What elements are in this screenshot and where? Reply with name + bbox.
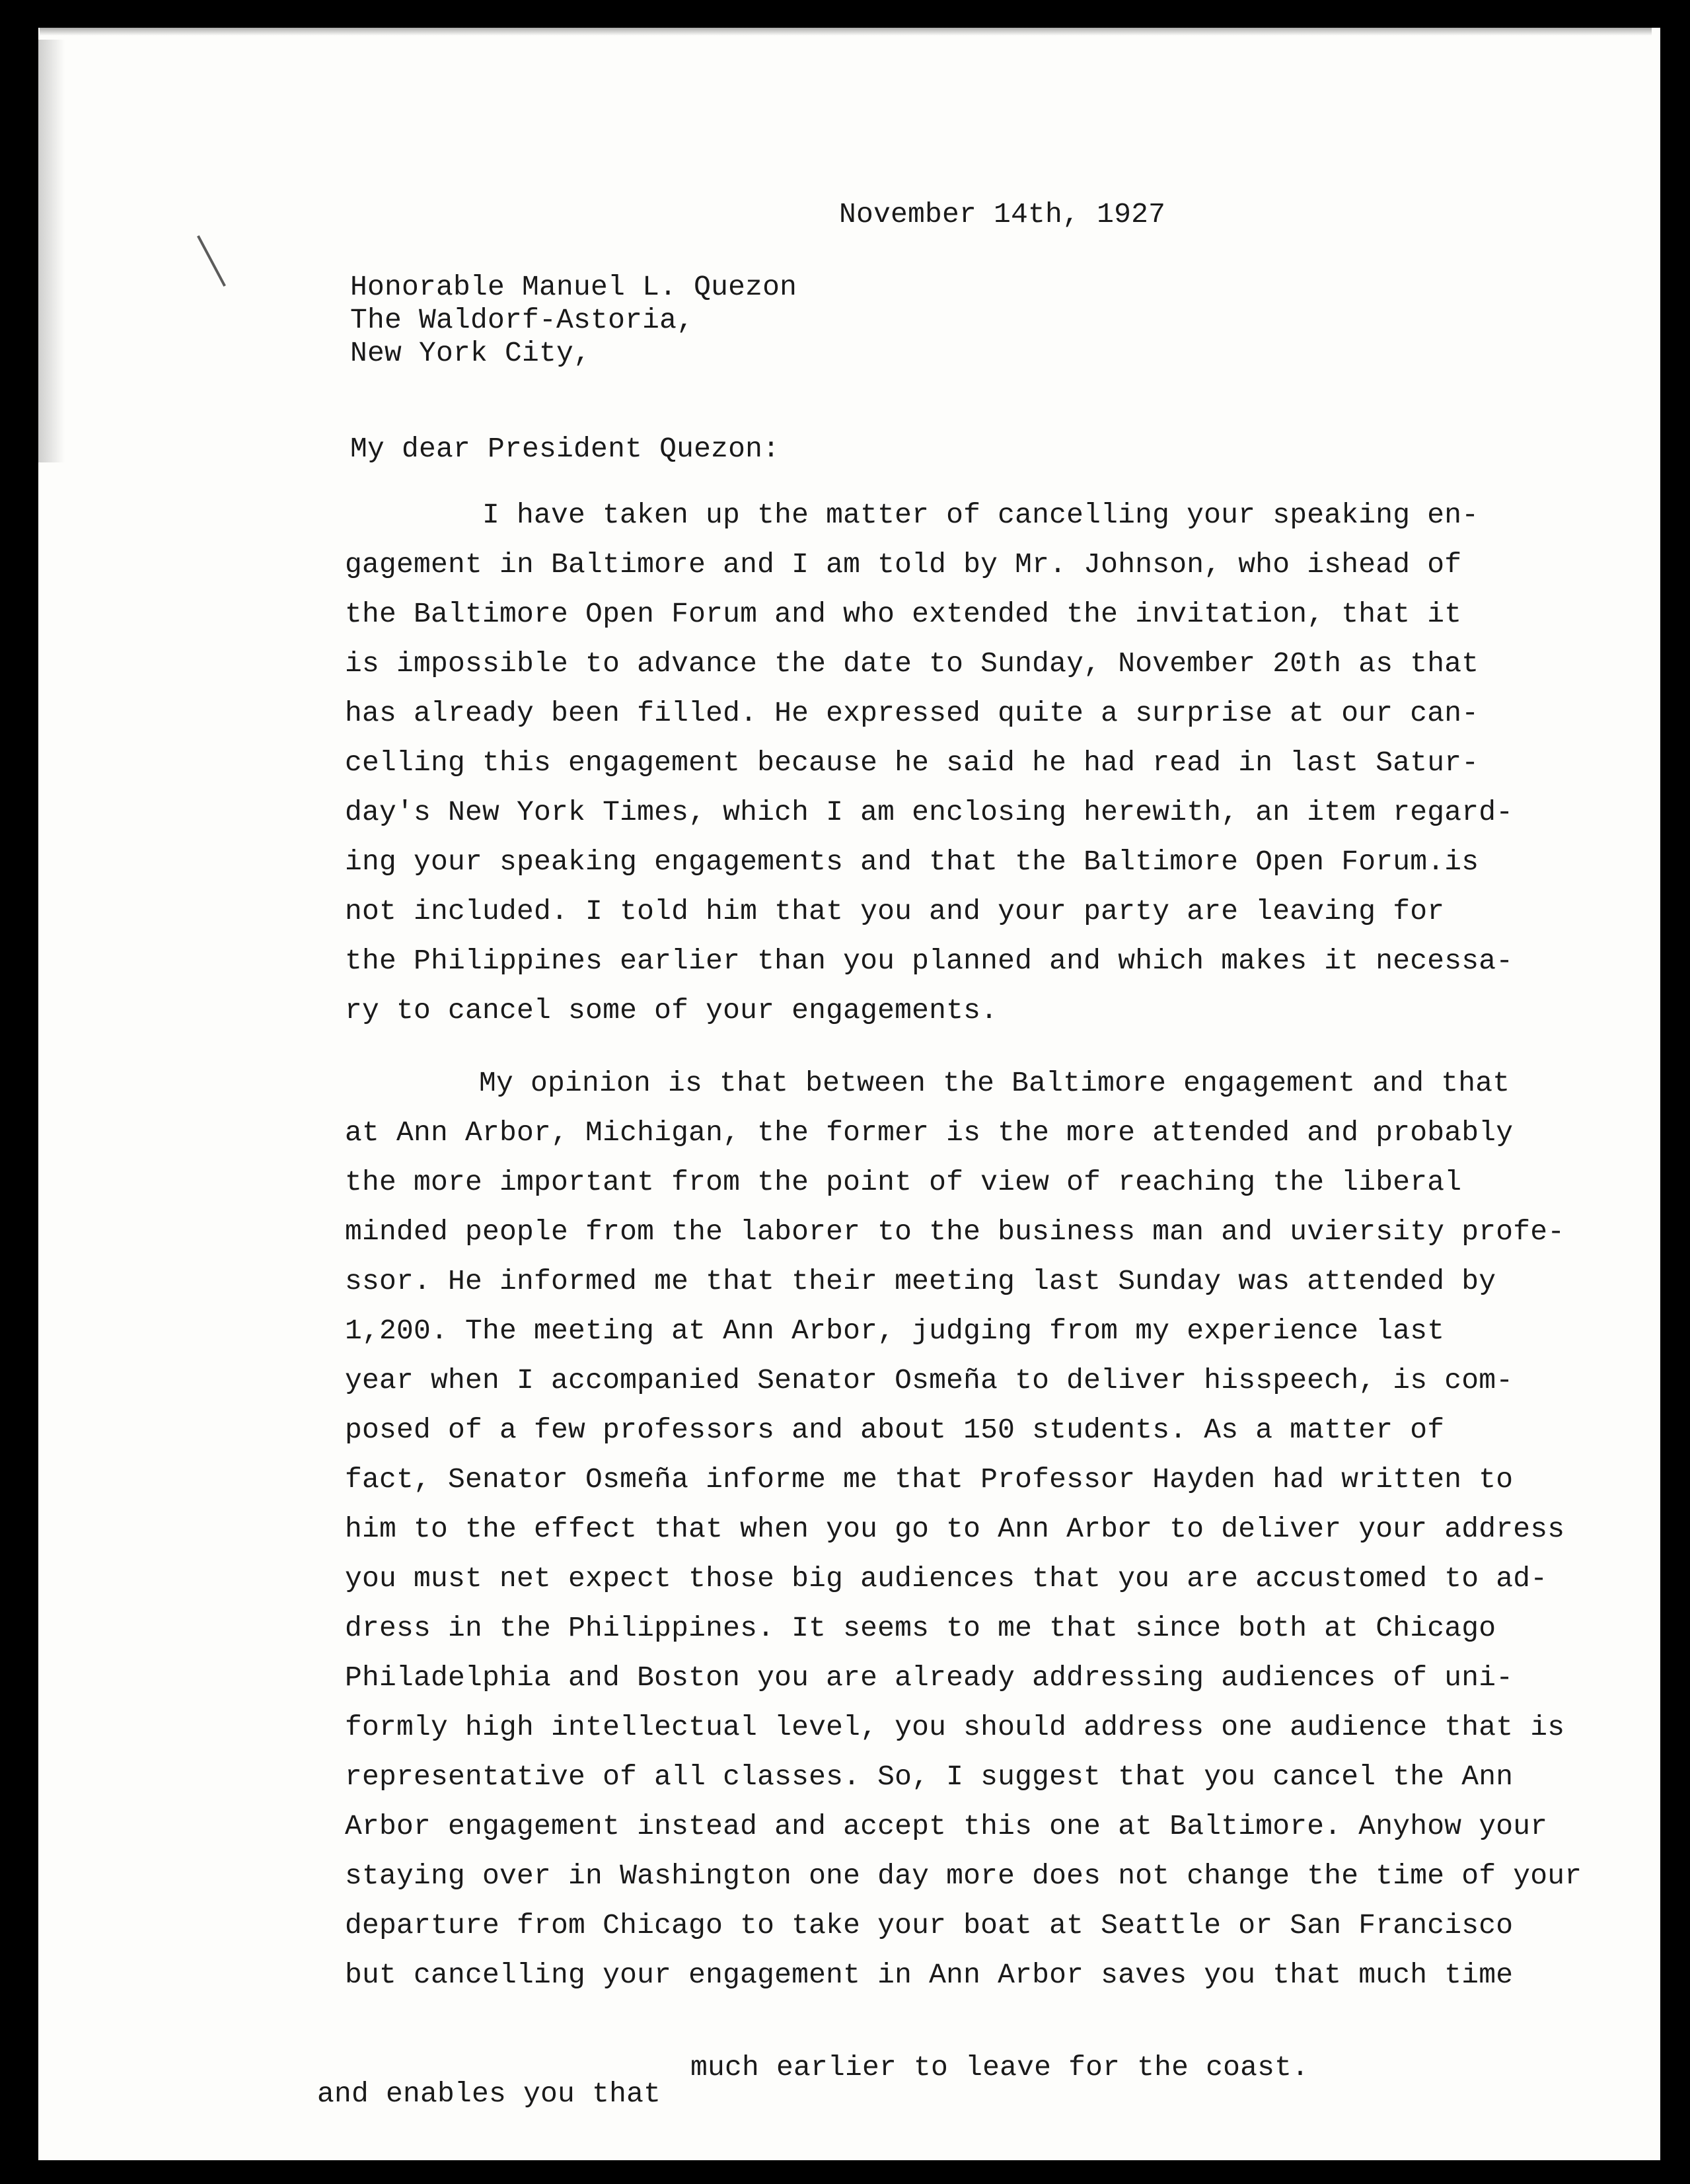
paragraph-line: minded people from the laborer to the business man and uviersity profe- [345, 1216, 1565, 1248]
address-line: The Waldorf-Astoria, [350, 304, 694, 336]
paragraph-line: posed of a few professors and about 150 students. As a matter of [345, 1414, 1445, 1446]
paragraph-line: staying over in Washington one day more does not change the time of your [345, 1860, 1582, 1892]
paragraph-line: at Ann Arbor, Michigan, the former is the more attended and probably [345, 1116, 1514, 1149]
paragraph-line: gagement in Baltimore and I am told by Mr. Johnson, who ishead of [345, 548, 1462, 581]
paragraph-line: the Philippines earlier than you planned and which makes it necessa- [345, 945, 1514, 977]
paragraph-line: I have taken up the matter of cancelling your speaking en- [482, 499, 1479, 531]
paragraph-line: ssor. He informed me that their meeting last Sunday was attended by [345, 1265, 1496, 1297]
paragraph-line: dress in the Philippines. It seems to me that since both at Chicago [345, 1612, 1496, 1644]
paragraph-line: is impossible to advance the date to Sunday, November 20th as that [345, 647, 1479, 680]
insertion-lower-line: and enables you that [317, 2078, 661, 2110]
paragraph-line: Philadelphia and Boston you are already addressing audiences of uni- [345, 1661, 1514, 1694]
paragraph-line: the Baltimore Open Forum and who extended the invitation, that it [345, 598, 1462, 630]
paragraph-line: Arbor engagement instead and accept this one at Baltimore. Anyhow your [345, 1810, 1548, 1842]
paragraph-line: My opinion is that between the Baltimore engagement and that [479, 1067, 1510, 1099]
paragraph-line: departure from Chicago to take your boat at Seattle or San Francisco [345, 1909, 1514, 1942]
paragraph-line: not included. I told him that you and your party are leaving for [345, 895, 1445, 928]
paragraph-line: representative of all classes. So, I suggest that you cancel the Ann [345, 1761, 1514, 1793]
paragraph-line: 1,200. The meeting at Ann Arbor, judging from my experience last [345, 1315, 1445, 1347]
paragraph-line: the more important from the point of view of reaching the liberal [345, 1166, 1462, 1198]
letter-date: November 14th, 1927 [839, 198, 1166, 231]
paragraph-line: ry to cancel some of your engagements. [345, 994, 998, 1027]
address-line: Honorable Manuel L. Quezon [350, 271, 797, 303]
paragraph-line: fact, Senator Osmeña informe me that Professor Hayden had written to [345, 1463, 1514, 1496]
paragraph-line: but cancelling your engagement in Ann Arbor saves you that much time [345, 1959, 1514, 1991]
paragraph-line: year when I accompanied Senator Osmeña to deliver hisspeech, is com- [345, 1364, 1514, 1397]
paragraph-line: celling this engagement because he said he had read in last Satur- [345, 746, 1479, 779]
salutation: My dear President Quezon: [350, 433, 780, 465]
insertion-upper-line: much earlier to leave for the coast. [690, 2051, 1309, 2084]
paragraph-line: ing your speaking engagements and that the Baltimore Open Forum.is [345, 846, 1479, 878]
paragraph-line: formly high intellectual level, you should address one audience that is [345, 1711, 1565, 1743]
address-line: New York City, [350, 337, 591, 369]
paragraph-line: you must net expect those big audiences that you are accustomed to ad- [345, 1562, 1548, 1595]
paragraph-line: has already been filled. He expressed quite a surprise at our can- [345, 697, 1479, 729]
paragraph-line: day's New York Times, which I am enclosing herewith, an item regard- [345, 796, 1514, 828]
paragraph-line: him to the effect that when you go to Ann Arbor to deliver your address [345, 1513, 1565, 1545]
